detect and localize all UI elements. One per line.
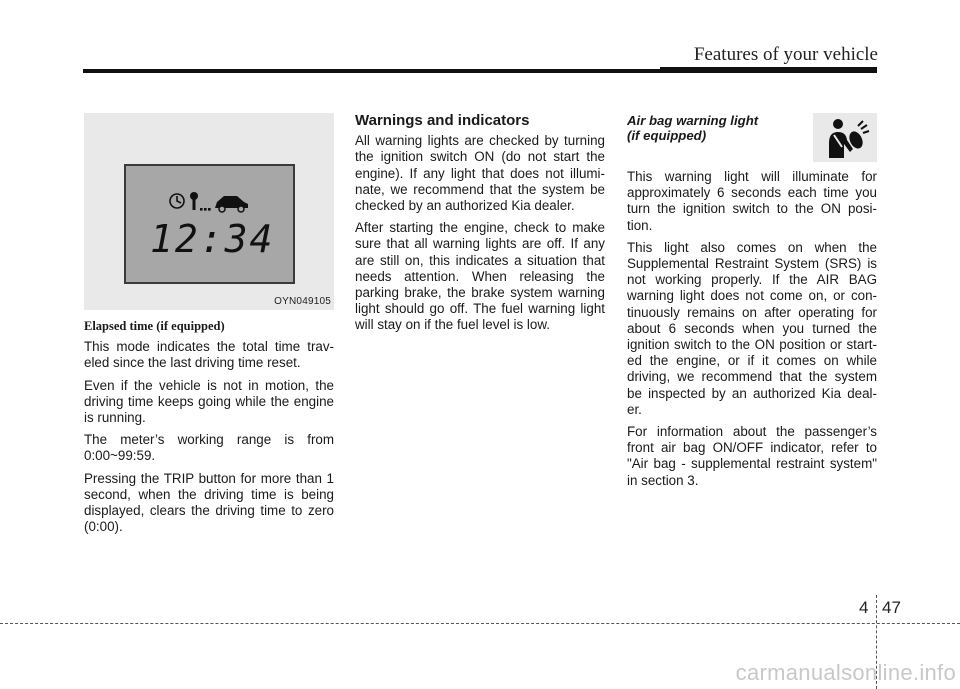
paragraph: For information about the passenger’s front air bag ON/OFF indicator, refer to "Air bag - supplemental restraint system" in section 3. [627, 424, 877, 488]
watermark: carmanualsonline.info [735, 660, 956, 685]
section-title-warnings: Warnings and indicators [355, 112, 530, 129]
paragraph: All warning lights are checked by turning the ignition switch ON (do not start the engine). If any light that does not illumi-nate, we recommend that the system be checked by an authorized Kia dealer. [355, 133, 605, 214]
airbag-warning-icon [813, 113, 877, 162]
airbag-title-line2: (if equipped) [627, 128, 707, 143]
lcd-graphics [126, 166, 293, 282]
paragraph: This mode indicates the total time trav-eled since the last driving time reset. [84, 339, 334, 371]
paragraph: This light also comes on when the Supplemental Restraint System (SRS) is not working properly. If the AIR BAG warning light does not come on, or con-tinuously remains on after operating for about 6 seconds when you turned the ignition switch to the ON position or start-ed the engine, or if it comes on while driving, we recommend that the system be inspected by an authorized Kia deal-er. [627, 239, 877, 417]
paragraph: This warning light will illuminate for approximately 6 seconds each time you turn the ignition switch to the ON posi-tion. [627, 169, 877, 233]
header-title: Features of your vehicle [693, 44, 878, 65]
column-left [84, 318, 334, 541]
airbag-title [627, 113, 797, 143]
figure-code: OYN049105 [274, 296, 331, 307]
lcd-display [124, 164, 295, 284]
page-number: 47 [882, 598, 901, 617]
paragraph: Even if the vehicle is not in motion, the driving time keeps going while the engine is running. [84, 377, 334, 426]
header-rule-accent [660, 67, 877, 73]
paragraph: After starting the engine, check to make sure that all warning lights are off. If any are still on, this indicates a situation that needs attention. When releasing the parking brake, the brake system warning light should go off. The fuel warning light will stay on if the fuel level is low. [355, 220, 605, 333]
column-middle [355, 113, 605, 340]
subhead-elapsed-time: Elapsed time (if equipped) [84, 319, 225, 333]
paragraph: The meter’s working range is from 0:00~99:59. [84, 432, 334, 464]
chapter-number: 4 [859, 598, 869, 617]
paragraph: Pressing the TRIP button for more than 1 second, when the driving time is being displayed, clears the driving time to zero (0:00). [84, 470, 334, 535]
key-icon [190, 192, 211, 211]
footer-rule [0, 623, 960, 624]
car-icon [215, 196, 248, 212]
column-right [627, 113, 877, 495]
lcd-time: 12:34 [150, 217, 275, 261]
airbag-title-line1: Air bag warning light [627, 113, 759, 128]
clock-icon [170, 194, 184, 208]
lcd-figure [84, 113, 334, 310]
